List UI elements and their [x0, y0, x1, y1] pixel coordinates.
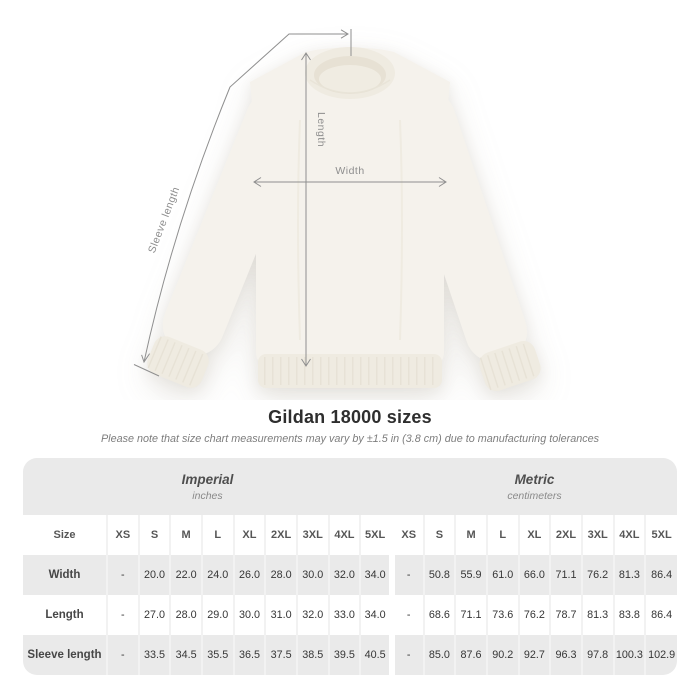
- value-metric-l: 90.2: [487, 635, 519, 675]
- value-metric-2xl: 78.7: [550, 595, 582, 635]
- value-imperial-3xl: 38.5: [297, 635, 329, 675]
- value-imperial-s: 33.5: [139, 635, 171, 675]
- size-chart-panel: [23, 458, 677, 675]
- size-header-metric-2xl: 2XL: [550, 515, 582, 555]
- value-imperial-2xl: 31.0: [265, 595, 297, 635]
- metric-group-header: [392, 458, 677, 515]
- value-metric-s: 85.0: [424, 635, 456, 675]
- size-header-metric-m: M: [455, 515, 487, 555]
- value-metric-3xl: 97.8: [582, 635, 614, 675]
- value-imperial-4xl: 32.0: [329, 555, 361, 595]
- value-metric-2xl: 96.3: [550, 635, 582, 675]
- imperial-label: Imperial: [181, 471, 234, 487]
- value-metric-xs: -: [392, 595, 424, 635]
- sweatshirt-graphic: [144, 47, 544, 394]
- value-metric-4xl: 83.8: [614, 595, 646, 635]
- value-metric-xs: -: [392, 635, 424, 675]
- value-metric-4xl: 81.3: [614, 555, 646, 595]
- value-metric-m: 71.1: [455, 595, 487, 635]
- value-imperial-3xl: 32.0: [297, 595, 329, 635]
- metric-label: Metric: [514, 471, 555, 487]
- imperial-group-header: [23, 458, 392, 515]
- imperial-unit: inches: [192, 489, 223, 502]
- size-header-imperial-s: S: [139, 515, 171, 555]
- value-imperial-s: 20.0: [139, 555, 171, 595]
- size-header-imperial-m: M: [170, 515, 202, 555]
- value-imperial-l: 24.0: [202, 555, 234, 595]
- value-metric-m: 55.9: [455, 555, 487, 595]
- value-metric-s: 50.8: [424, 555, 456, 595]
- row-sleeve-length: [23, 635, 677, 675]
- size-header-imperial-2xl: 2XL: [265, 515, 297, 555]
- hem-band: [258, 354, 442, 388]
- width-dimension-label: Width: [335, 165, 365, 177]
- value-metric-2xl: 71.1: [550, 555, 582, 595]
- value-metric-3xl: 81.3: [582, 595, 614, 635]
- value-imperial-xl: 26.0: [234, 555, 266, 595]
- value-metric-xl: 66.0: [519, 555, 551, 595]
- size-header-imperial-l: L: [202, 515, 234, 555]
- sleeve-dimension-label: Sleeve length: [146, 185, 183, 255]
- value-imperial-4xl: 39.5: [329, 635, 361, 675]
- value-metric-l: 73.6: [487, 595, 519, 635]
- value-imperial-m: 28.0: [170, 595, 202, 635]
- value-imperial-5xl: 34.0: [360, 595, 392, 635]
- value-metric-xs: -: [392, 555, 424, 595]
- size-header-imperial-3xl: 3XL: [297, 515, 329, 555]
- value-metric-4xl: 100.3: [614, 635, 646, 675]
- value-metric-3xl: 76.2: [582, 555, 614, 595]
- length-dimension-label: Length: [315, 112, 327, 148]
- value-imperial-m: 22.0: [170, 555, 202, 595]
- size-header-imperial-xl: XL: [234, 515, 266, 555]
- value-imperial-xs: -: [107, 555, 139, 595]
- value-metric-xl: 92.7: [519, 635, 551, 675]
- value-metric-l: 61.0: [487, 555, 519, 595]
- row-width: [23, 555, 677, 595]
- value-imperial-xs: -: [107, 635, 139, 675]
- value-imperial-xl: 30.0: [234, 595, 266, 635]
- value-imperial-xs: -: [107, 595, 139, 635]
- metric-unit: centimeters: [507, 489, 562, 502]
- value-imperial-3xl: 30.0: [297, 555, 329, 595]
- row-length: [23, 595, 677, 635]
- size-column-header: Size: [53, 529, 76, 541]
- row-label: Sleeve length: [27, 649, 102, 661]
- value-imperial-2xl: 28.0: [265, 555, 297, 595]
- size-header-metric-4xl: 4XL: [614, 515, 646, 555]
- size-header-metric-l: L: [487, 515, 519, 555]
- size-header-imperial-5xl: 5XL: [360, 515, 392, 555]
- tolerance-note: Please note that size chart measurements may vary by ±1.5 in (3.8 cm) due to manufacturing tolerances: [100, 433, 600, 445]
- value-imperial-s: 27.0: [139, 595, 171, 635]
- value-imperial-l: 35.5: [202, 635, 234, 675]
- size-header-metric-5xl: 5XL: [645, 515, 677, 555]
- row-label: Width: [48, 569, 81, 581]
- value-imperial-m: 34.5: [170, 635, 202, 675]
- size-header-imperial-4xl: 4XL: [329, 515, 361, 555]
- size-chart-table: [23, 458, 677, 675]
- value-imperial-xl: 36.5: [234, 635, 266, 675]
- value-imperial-2xl: 37.5: [265, 635, 297, 675]
- size-header-metric-xs: XS: [392, 515, 424, 555]
- value-metric-s: 68.6: [424, 595, 456, 635]
- unit-group-row: [23, 458, 677, 515]
- size-header-metric-s: S: [424, 515, 456, 555]
- value-imperial-5xl: 34.0: [360, 555, 392, 595]
- value-metric-5xl: 86.4: [645, 595, 677, 635]
- value-imperial-4xl: 33.0: [329, 595, 361, 635]
- value-imperial-5xl: 40.5: [360, 635, 392, 675]
- value-imperial-l: 29.0: [202, 595, 234, 635]
- size-header-metric-xl: XL: [519, 515, 551, 555]
- value-metric-xl: 76.2: [519, 595, 551, 635]
- size-header-imperial-xs: XS: [107, 515, 139, 555]
- value-metric-5xl: 86.4: [645, 555, 677, 595]
- size-header-metric-3xl: 3XL: [582, 515, 614, 555]
- size-header-row: [23, 515, 677, 555]
- value-metric-m: 87.6: [455, 635, 487, 675]
- value-metric-5xl: 102.9: [645, 635, 677, 675]
- page-title: Gildan 18000 sizes: [268, 407, 432, 427]
- row-label: Length: [45, 609, 84, 621]
